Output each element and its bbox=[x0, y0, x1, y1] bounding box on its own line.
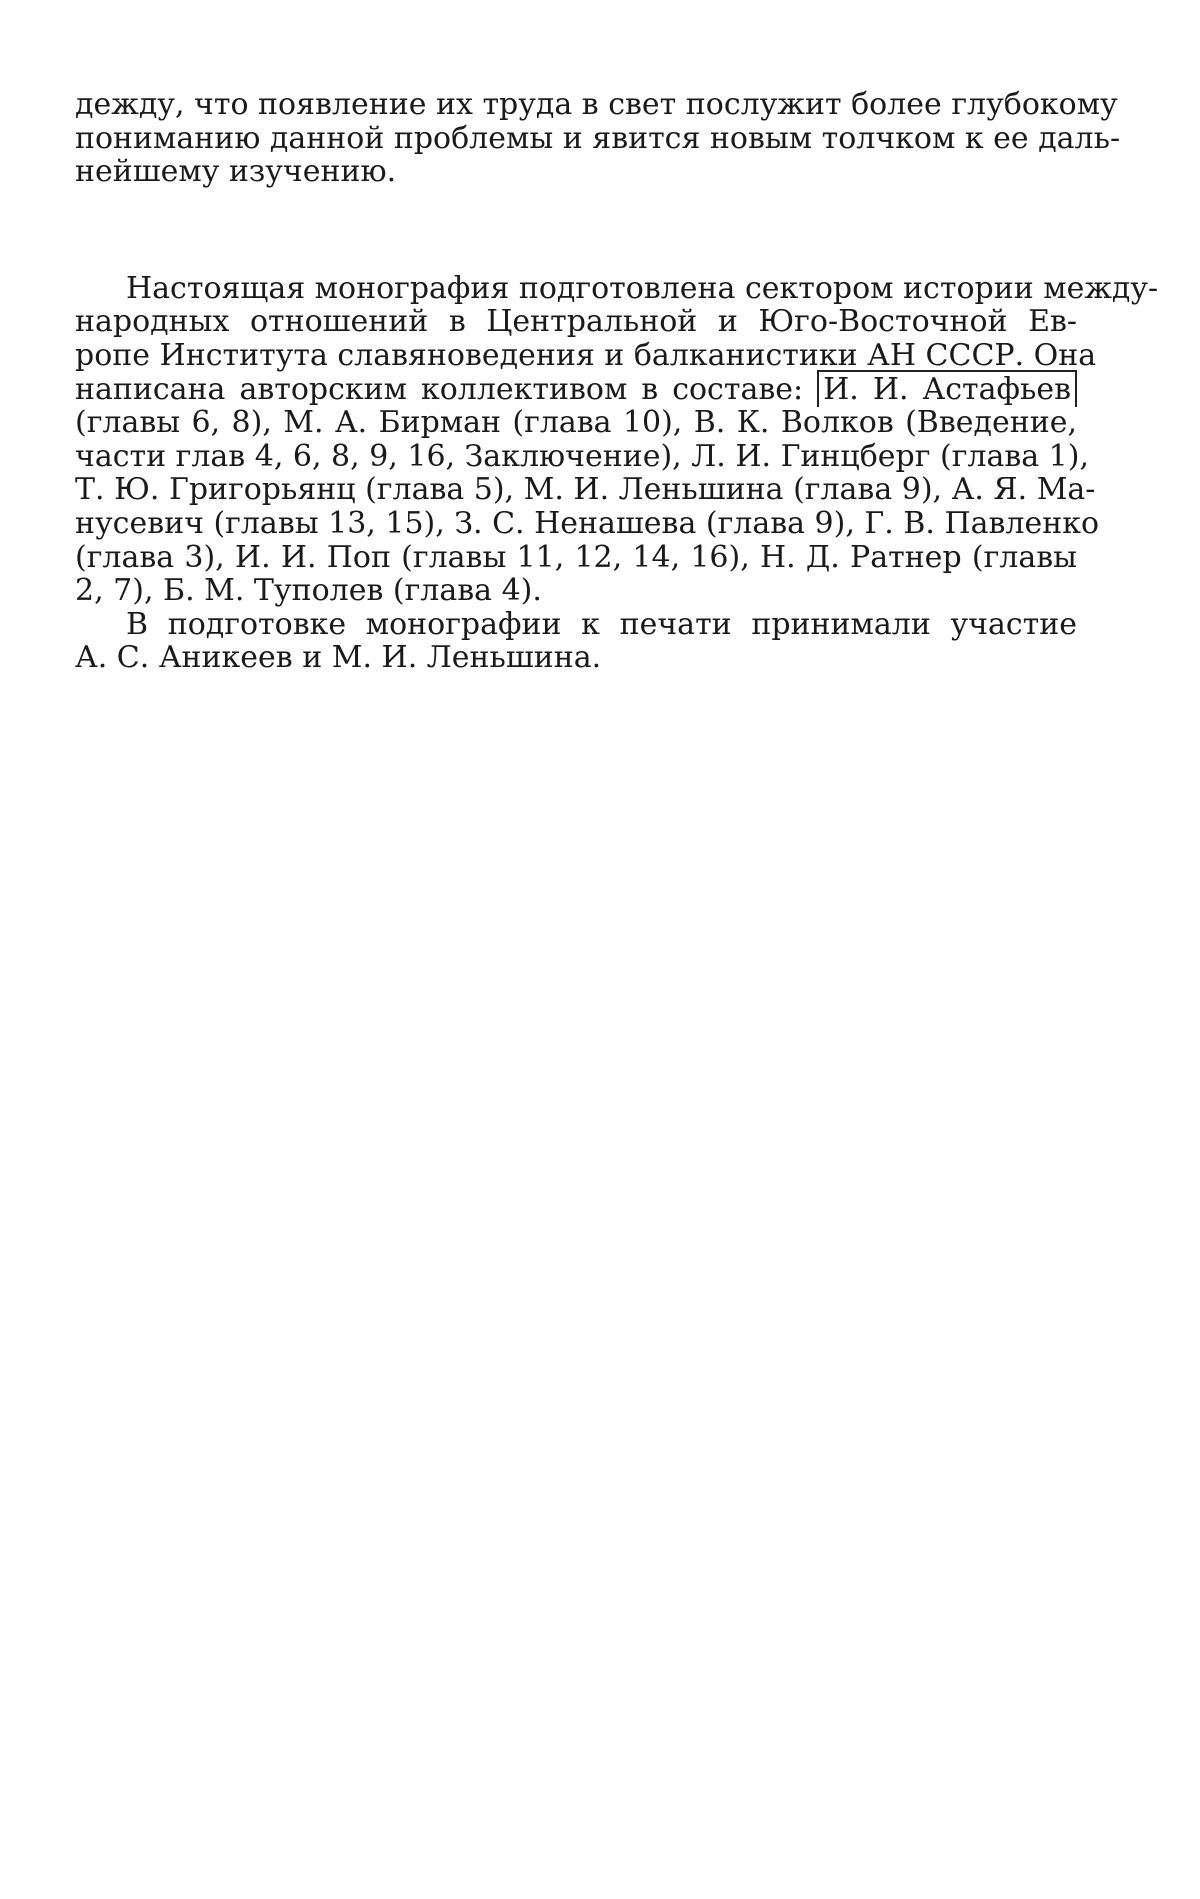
text-line: Т. Ю. Григорьянц (глава 5), М. И. Леньшина (глава 9), А. Я. Ма- bbox=[75, 472, 1096, 508]
text-line: нусевич (главы 13, 15), З. С. Ненашева (глава 9), Г. В. Павленко bbox=[75, 505, 1100, 541]
text-line: Настоящая монография подготовлена сектором истории между- bbox=[126, 270, 1159, 306]
text-line: пониманию данной проблемы и явится новым толчком к ее даль- bbox=[75, 120, 1121, 156]
text-line: ропе Института славяноведения и балканистики АН СССР. Она bbox=[75, 337, 1097, 373]
text-line: народных отношений в Центральной и Юго-Восточной Ев- bbox=[75, 304, 1077, 340]
opening-paragraph bbox=[75, 87, 1121, 190]
text-line: 2, 7), Б. М. Туполев (глава 4). bbox=[75, 573, 542, 609]
document-page bbox=[75, 87, 1159, 676]
credits-paragraph bbox=[75, 270, 1159, 609]
text-line: нейшему изучению. bbox=[75, 154, 397, 190]
text-line: (главы 6, 8), М. А. Бирман (глава 10), В. К. Волков (Введение, bbox=[75, 405, 1077, 441]
memorial-name-frame: И. И. Астафьев bbox=[817, 370, 1077, 407]
text-line: В подготовке монографии к печати принимали участие bbox=[126, 606, 1077, 642]
text-line-with-memorial bbox=[75, 373, 1077, 407]
text-line: части глав 4, 6, 8, 9, 16, Заключение), Л. И. Гинцберг (глава 1), bbox=[75, 438, 1089, 474]
text-line: А. С. Аникеев и М. И. Леньшина. bbox=[75, 640, 602, 676]
preparation-paragraph bbox=[75, 608, 1077, 675]
text-line: (глава 3), И. И. Поп (главы 11, 12, 14, 16), Н. Д. Ратнер (главы bbox=[75, 539, 1077, 575]
text-fragment: написана авторским коллективом в составе: bbox=[75, 371, 818, 407]
text-line: дежду, что появление их труда в свет послужит более глубокому bbox=[75, 87, 1118, 122]
